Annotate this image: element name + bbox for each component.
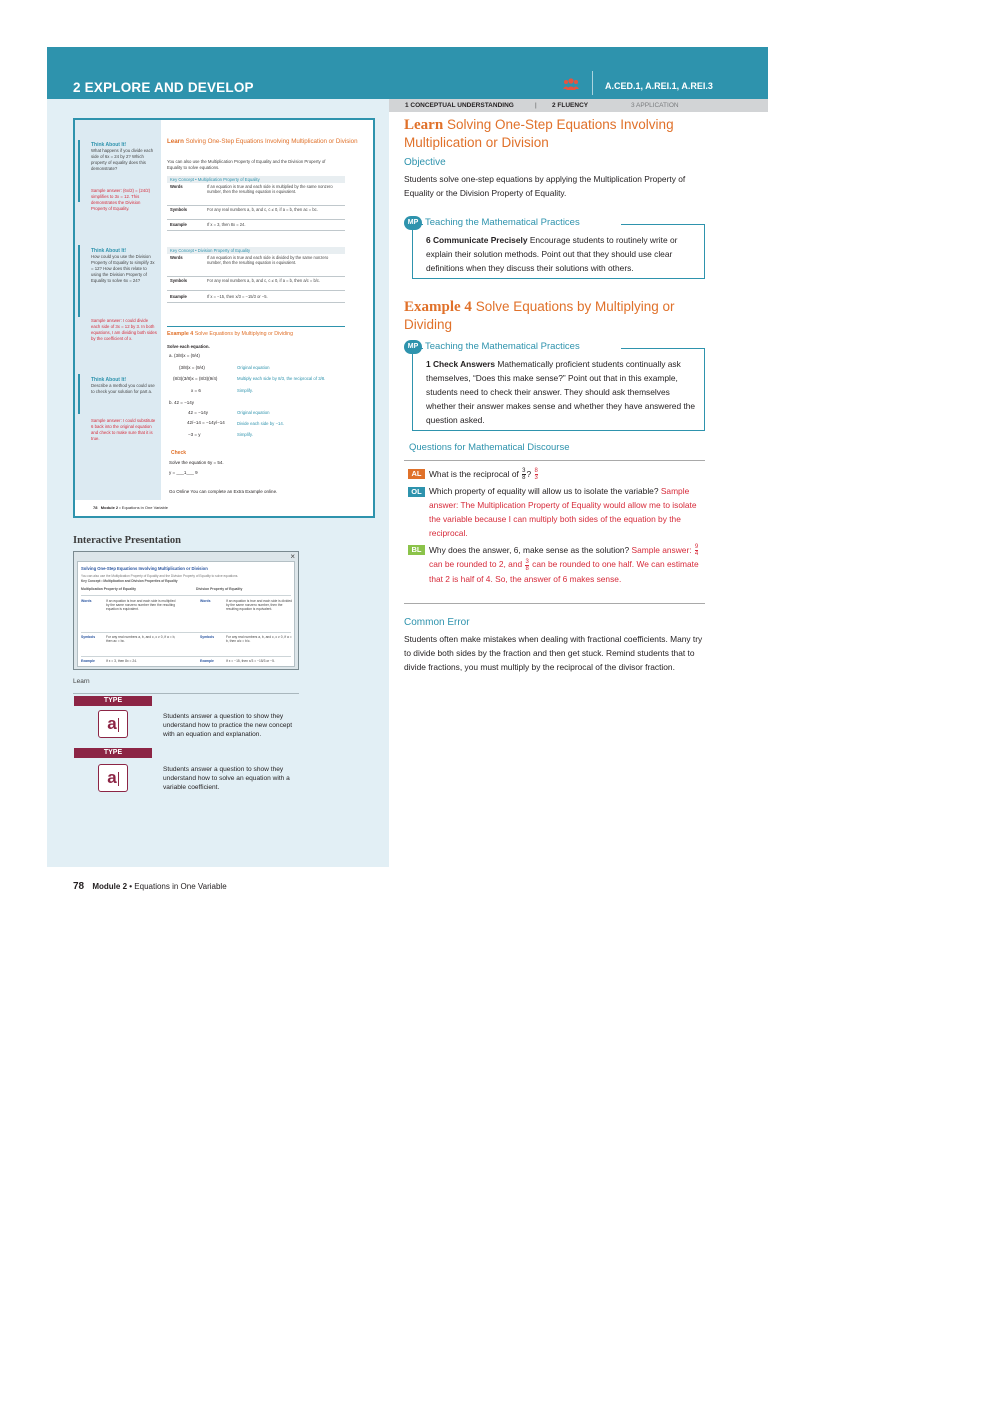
col1-example: If x = 3, then 8x = 24.: [106, 659, 137, 663]
presentation-screen: [77, 561, 295, 667]
mp-box-1: [412, 224, 705, 279]
think-label: Think About It!: [91, 142, 127, 148]
thumb-equation: (3/8)x = (9/4): [179, 365, 205, 370]
thumb-equation: (8/3)(3/8)x = (8/3)(9/4): [173, 376, 218, 381]
think-label: Think About It!: [91, 377, 127, 383]
student-page-thumbnail: [73, 118, 375, 518]
objective-text: Students solve one-step equations by applying the Multiplication Property of Equality or the Division Property of Equality.: [404, 174, 686, 198]
mp-box-2: [412, 348, 705, 431]
fraction-denominator: 3: [534, 475, 538, 482]
type-icon[interactable]: [98, 710, 128, 738]
fraction-numerator: 3: [522, 468, 526, 475]
page-number: 78: [73, 881, 85, 892]
row-label: Symbols: [170, 278, 188, 283]
thumb-equation: −3 = y: [188, 432, 201, 437]
interactive-presentation-title: Interactive Presentation: [73, 535, 181, 546]
thumb-step-note: Multiply each side by 8/3, the reciprocal of 3/8.: [237, 376, 326, 381]
question-bl-answer-1: Sample answer:: [631, 545, 692, 555]
cursor-icon: [118, 772, 119, 786]
thumb-check-label: Check: [171, 450, 187, 456]
symbols-label: Symbols: [200, 635, 215, 639]
type-icon-letter: a: [107, 714, 117, 733]
row-label: Example: [170, 222, 187, 227]
thumb-step-note: Original equation: [237, 365, 270, 370]
type-description: Students answer a question to show they understand how to practice the new concept with an equation and explanation.: [163, 713, 293, 738]
bl-badge: BL: [408, 545, 425, 555]
thumb-kc1-row: [167, 207, 345, 220]
progress-step-2: 2 FLUENCY: [552, 102, 589, 109]
thumb-kc2-row: [167, 255, 345, 277]
thumb-example-title: Solve Equations by Multiplying or Dividing: [194, 331, 294, 337]
sidebar-bar: [78, 374, 80, 414]
section-banner: [47, 47, 768, 99]
questions-heading: Questions for Mathematical Discourse: [409, 442, 570, 453]
question-bl-text: Why does the answer, 6, make sense as the solution?: [429, 545, 630, 555]
type-description: Students answer a question to show they understand how to solve an equation with a variable coefficient.: [163, 766, 290, 791]
mp1-title: Teaching the Mathematical Practices: [425, 217, 580, 228]
col2-heading: Division Property of Equality: [196, 587, 243, 591]
interactive-presentation-window: [73, 551, 299, 670]
thumb-footer: [93, 505, 168, 510]
thumb-equation: 42/−14 = −14y/−14: [187, 420, 225, 425]
thumb-example-heading: [167, 332, 367, 338]
mp-badge-icon: MP: [404, 340, 422, 354]
words-label: Words: [81, 599, 92, 603]
answer-fraction: [525, 559, 528, 572]
learn-label: Learn: [404, 117, 444, 133]
example-title: Solve Equations by Multiplying or Dividing: [404, 299, 675, 332]
sidebar-bar: [78, 245, 80, 317]
col1-symbols: For any real numbers a, b, and c, c ≠ 0, if a = b, then ac = bc.: [106, 635, 176, 644]
thumb-equation: b. 42 = −14y: [169, 400, 195, 405]
thumbnail-sidebar: [75, 120, 161, 500]
think-block-2: [91, 248, 157, 284]
close-icon[interactable]: ×: [290, 552, 295, 561]
mp1-text: Encourage students to routinely write or explain their solution methods. Point out that they should use clear definitions when they discuss their solutions with others.: [426, 235, 678, 273]
think-question: Describe a method you could use to check your solution for part a.: [91, 383, 155, 394]
type-label: TYPE: [74, 748, 152, 758]
sidebar-bar: [78, 140, 80, 202]
fraction-denominator: 4: [694, 551, 699, 558]
cursor-icon: [118, 718, 119, 732]
fraction: [522, 468, 525, 481]
row-text: If an equation is true and each side is multiplied by the same nonzero number, then the resulting equation is equivalent.: [207, 184, 333, 195]
question-mark: ?: [526, 469, 532, 479]
thumb-kc1-row: [167, 222, 345, 231]
words-label: Words: [200, 599, 211, 603]
row-divider: [81, 632, 291, 633]
mp2-bold: 1 Check Answers: [426, 359, 496, 369]
progress-step-3: 3 APPLICATION: [631, 102, 679, 109]
learn-title: Solving One-Step Equations Involving Multiplication or Division: [404, 117, 674, 150]
thumb-footer-page: 78: [93, 505, 98, 510]
row-text: If x = 3, then 8x = 24.: [207, 222, 246, 227]
think-block-1: [91, 142, 157, 172]
example-label: Example 4: [404, 299, 472, 315]
progress-separator: |: [535, 102, 537, 109]
type-label: TYPE: [74, 696, 152, 706]
screen-title: Solving One-Step Equations Involving Multiplication or Division: [81, 566, 208, 571]
fraction-numerator: 9: [694, 544, 699, 551]
answer-fraction: [695, 544, 698, 557]
question-al-text: What is the reciprocal of: [429, 469, 519, 479]
thumb-key-concept-1: Key Concept • Multiplication Property of Equality: [167, 176, 345, 183]
question-bl: [429, 543, 704, 586]
think-block-3: [91, 377, 157, 395]
footer-module: Module 2 •: [92, 882, 133, 891]
question-ol-text: Which property of equality will allow us to isolate the variable?: [429, 486, 659, 496]
answer-fraction: [535, 468, 538, 481]
thumb-learn-label: Learn: [167, 138, 184, 145]
thumb-check-answer: y = ___1___ 9: [169, 470, 198, 475]
learn-heading: [404, 116, 706, 151]
row-label: Words: [170, 255, 183, 260]
thumb-equation: 42 = −14y: [188, 410, 209, 415]
thumb-kc2-row: [167, 278, 345, 291]
type-icon[interactable]: [98, 764, 128, 792]
row-label: Symbols: [170, 207, 188, 212]
think-answer-1: Sample answer: (6x/2) = (24/2) simplifies to 3x = 12. This demonstrates the Division Property of Equality.: [91, 188, 151, 211]
page-footer: [73, 881, 227, 892]
thumb-example-label: Example 4: [167, 331, 194, 337]
row-label: Words: [170, 184, 183, 189]
thumb-solve-instruction: Solve each equation.: [167, 344, 210, 349]
question-bl-answer-2: can be rounded to 2, and: [429, 559, 523, 570]
think-label: Think About It!: [91, 248, 127, 254]
symbols-label: Symbols: [81, 635, 96, 639]
screen-key-concept: Key Concept • Multiplication and Division Properties of Equality: [81, 579, 178, 583]
col2-example: If x = −15, then x/3 = −15/3 or −5.: [226, 659, 275, 663]
common-error-text: Students often make mistakes when dealing with fractional coefficients. Many try to divide both sides by the fraction and then get stuck. Remind students that to divide fractions, you must multiply by the reciprocal of the divisor fraction.: [404, 634, 703, 672]
type-icon-letter: a: [107, 768, 117, 787]
thumb-equation: x = 6: [191, 388, 201, 393]
footer-title: Equations in One Variable: [134, 882, 227, 891]
example-heading: [404, 298, 706, 333]
thumb-equation: a. (3/8)x = (9/4): [169, 353, 200, 358]
fraction-numerator: 3: [525, 558, 529, 565]
fraction-numerator: 8: [534, 468, 538, 475]
objective-heading: Objective: [404, 157, 446, 168]
thumb-key-concept-2: Key Concept • Division Property of Equality: [167, 247, 345, 254]
thumb-learn-title: Solving One-Step Equations Involving Multiplication or Division: [185, 138, 358, 145]
example-label: Example: [81, 659, 95, 663]
think-question: What happens if you divide each side of 6x = 24 by 2? Which property of equality does this demonstrate?: [91, 148, 154, 171]
think-question: How could you use the Division Property of Equality to simplify 3x = 12? How does this relate to using the Division Property of Equality to solve 6x = 24?: [91, 254, 155, 283]
mp-badge-icon: MP: [404, 216, 422, 230]
al-badge: AL: [408, 469, 425, 479]
row-text: If x = −15, then x/3 = −15/3 or −5.: [207, 294, 268, 299]
ol-badge: OL: [408, 487, 425, 497]
section-title: 2 EXPLORE AND DEVELOP: [73, 80, 254, 95]
progress-step-1: 1 CONCEPTUAL UNDERSTANDING: [405, 102, 514, 109]
thumb-go-online: Go Online You can complete an Extra Example online.: [169, 489, 278, 494]
thumb-step-note: Original equation: [237, 410, 270, 415]
fraction-denominator: 8: [525, 565, 529, 572]
thumb-footer-module: Module 2 •: [100, 505, 121, 510]
fraction-denominator: 8: [522, 475, 526, 482]
thumb-kc2-row: [167, 294, 345, 303]
caption-divider: [73, 693, 299, 694]
row-label: Example: [170, 294, 187, 299]
question-al: [429, 467, 704, 481]
questions-divider: [404, 460, 705, 461]
banner-divider: [592, 71, 593, 95]
group-icon: [563, 77, 579, 91]
thumb-step-note: Divide each side by −14.: [237, 421, 284, 426]
row-text: For any real numbers a, b, and c, c ≠ 0, if a = b, then ac = bc.: [207, 207, 318, 212]
mp2-title: Teaching the Mathematical Practices: [425, 341, 580, 352]
row-divider: [81, 656, 291, 657]
col1-heading: Multiplication Property of Equality: [81, 587, 137, 591]
question-ol: [429, 484, 704, 540]
row-divider: [81, 595, 291, 596]
question-bl-answer-3: can be rounded to one half. We can estimate that 2 is half of 4. So, the answer of 6 makes sense.: [429, 559, 699, 584]
row-text: If an equation is true and each side is divided by the same nonzero number, then the resulting equation is equivalent.: [207, 255, 329, 266]
common-error-heading: Common Error: [404, 617, 470, 628]
presentation-caption: Learn: [73, 678, 90, 685]
screen-subtitle: You can also use the Multiplication Property of Equality and the Division Property of Equality to solve equations.: [81, 574, 239, 578]
think-answer-3: Sample answer: I could substitute 6 back into the original equation and check to make sure that it is true.: [91, 418, 156, 441]
thumb-kc1-row: [167, 184, 345, 206]
col1-words: If an equation is true and each side is multiplied by the same nonzero number then the resulting equation is equivalent.: [106, 599, 176, 612]
thumb-learn-heading: [167, 138, 367, 145]
col2-words: If an equation is true and each side is divided by the same nonzero number, then the resulting equation is equivalent.: [226, 599, 292, 612]
question-ol-answer: Sample answer: The Multiplication Property of Equality would allow me to isolate the variable because I can multiply both sides of the equation by the reciprocal.: [429, 486, 697, 538]
mp2-text: Mathematically proficient students continually ask themselves, “Does this make sense?” Point out that in this example, students need to check their answer. They should ask themselves whether their answer makes sense and whether they have answered the question asked.: [426, 359, 696, 425]
thumb-intro: You can also use the Multiplication Property of Equality and the Division Property of Equality to solve equations.: [167, 159, 326, 170]
row-text: For any real numbers a, b, and c, c ≠ 0, if a = b, then a/c = b/c.: [207, 278, 321, 283]
think-answer-2: Sample answer: I could divide each side of 3x = 12 by 3. In both equations, I am dividing both sides by the coefficient of x.: [91, 318, 157, 341]
progress-bar: [389, 99, 768, 112]
thumb-footer-title: Equations in One Variable: [121, 505, 168, 510]
common-error-divider: [404, 603, 705, 604]
thumb-step-note: Simplify.: [237, 388, 253, 393]
thumb-divider: [167, 326, 345, 327]
thumb-step-note: Simplify.: [237, 432, 253, 437]
thumb-check-text: Solve the equation 6y = 54.: [169, 460, 224, 465]
standards-label: A.CED.1, A.REI.1, A.REI.3: [605, 81, 713, 91]
col2-symbols: For any real numbers a, b, and c, c ≠ 0, if a = b, then a/c = b/c.: [226, 635, 292, 644]
example-label: Example: [200, 659, 214, 663]
mp1-bold: 6 Communicate Precisely: [426, 235, 528, 245]
